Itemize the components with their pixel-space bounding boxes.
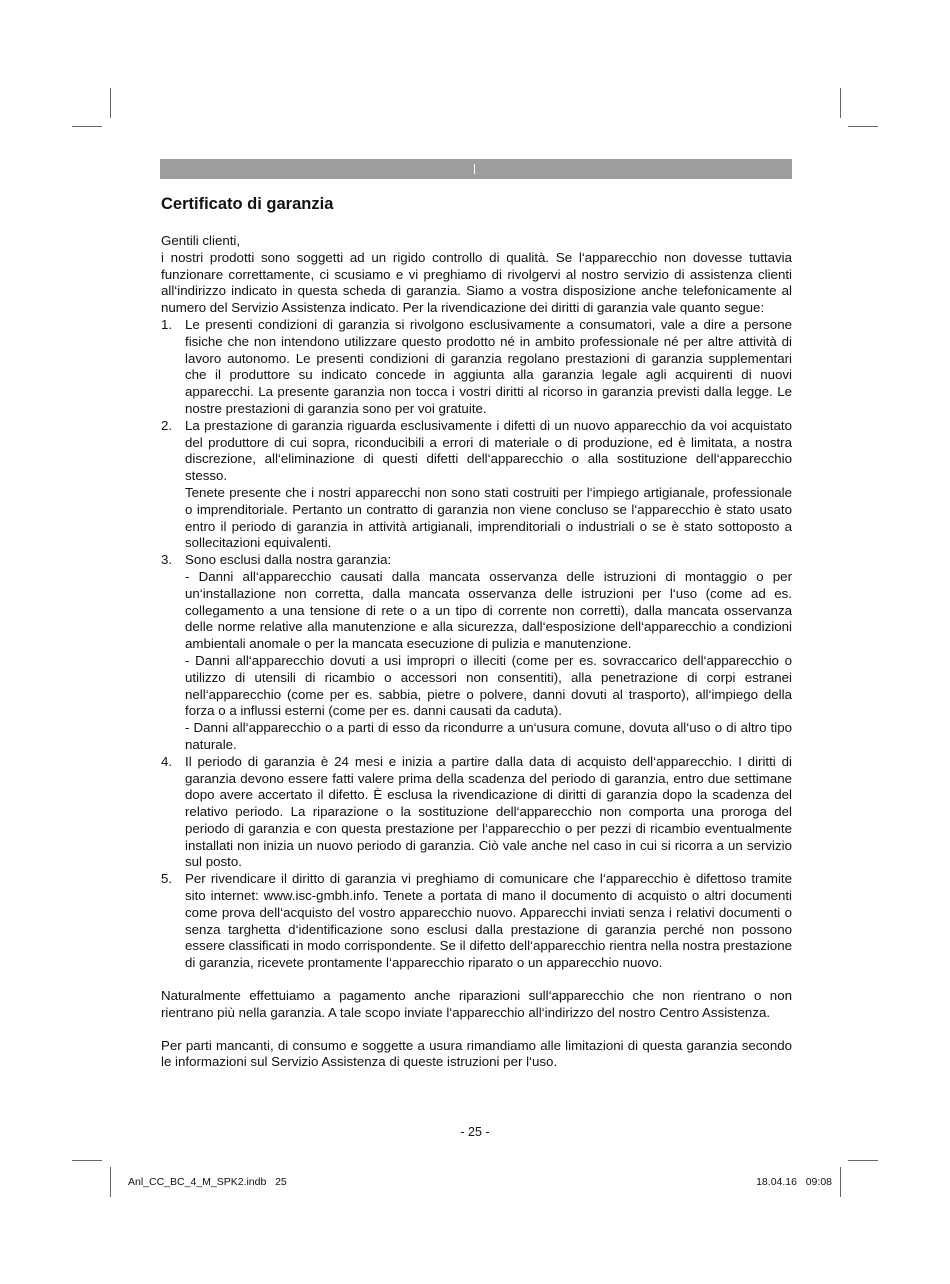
crop-mark-bottom-left-vertical xyxy=(110,1167,111,1197)
intro-paragraph: i nostri prodotti sono soggetti ad un rigido controllo di qualità. Se l‘apparecchio non dovesse tuttavia funzionare correttamente, ci scusiamo e vi preghiamo di rivolgervi al nostro servizio di assistenza clienti all‘indirizzo indicato in questa scheda di garanzia. Siamo a vostra disposizione anche telefonicamente al numero del Servizio Assistenza indicato. Per la rivendicazione dei diritti di garanzia vale quanto segue: xyxy=(161,249,792,316)
warranty-conditions-list xyxy=(161,317,792,972)
warranty-condition-item xyxy=(161,871,792,972)
item-subparagraph: - Danni all‘apparecchio causati dalla mancata osservanza delle istruzioni di montaggio o per un‘installazione non corretta, dalla mancata osservanza delle istruzioni per l‘uso (come ad es. collegamento a una tensione di rete o a un tipo di corrente non corretti), dalla mancata osservanza delle norme relative alla manutenzione e alla sicurezza, dall‘esposizione dell‘apparecchio a condizioni ambientali anomale o per la mancata esecuzione di pulizia e manutenzione. xyxy=(185,568,792,652)
warranty-condition-item xyxy=(161,418,792,552)
item-subparagraph: - Danni all‘apparecchio o a parti di esso da ricondurre a un‘usura comune, dovuta all‘uso o di altro tipo naturale. xyxy=(185,720,792,752)
header-bar-tick xyxy=(474,164,475,174)
spacer xyxy=(161,972,792,988)
item-number: 3. xyxy=(161,552,173,568)
crop-mark-bottom-left-horizontal xyxy=(72,1160,102,1161)
crop-mark-bottom-right-horizontal xyxy=(848,1160,878,1161)
item-subparagraph: - Danni all‘apparecchio dovuti a usi impropri o illeciti (come per es. sovraccarico dell‘apparecchio o utilizzo di utensili di ricambio o accessori non consentiti), alla penetrazione di corpi estranei nell‘apparecchio (come per es. sabbia, pietre o polvere, danni dovuti al trasporto), all‘impiego della forza o a influssi esterni (come per es. danni causati da caduta). xyxy=(185,652,792,719)
header-bar xyxy=(160,159,792,179)
item-number: 2. xyxy=(161,417,173,433)
crop-mark-top-right-vertical xyxy=(840,88,841,118)
item-number: 4. xyxy=(161,753,173,769)
page-number: - 25 - xyxy=(460,1125,490,1139)
footer-file-name: Anl_CC_BC_4_M_SPK2.indb 25 xyxy=(128,1176,287,1188)
item-text: La prestazione di garanzia riguarda esclusivamente i difetti di un nuovo apparecchio da voi acquistato del produttore di cui sopra, riconducibili a errori di materiale o di produzione, ed è limitata, a nostra discrezione, all‘eliminazione di questi difetti dell‘apparecchio o alla sostituzione dell‘apparecchio stesso. xyxy=(185,417,792,484)
item-text: Sono esclusi dalla nostra garanzia: xyxy=(185,552,392,568)
closing-paragraph-parts: Per parti mancanti, di consumo e soggette a usura rimandiamo alle limitazioni di questa garanzia secondo le informazioni sul Servizio Assistenza di queste istruzioni per l‘uso. xyxy=(161,1037,792,1070)
item-number: 5. xyxy=(161,871,173,887)
crop-mark-top-right-horizontal xyxy=(848,126,878,127)
item-text: Le presenti condizioni di garanzia si rivolgono esclusivamente a consumatori, vale a dire a persone fisiche che non intendono utilizzare questo prodotto né in ambito professionale né per altre attività di lavoro autonomo. Le presenti condizioni di garanzia regolano prestazioni di garanzia supplementari che il produttore su indicato concede in aggiunta alla garanzia legale agli acquirenti di nuovi apparecchi. La presente garanzia non tocca i vostri diritti al ricorso in garanzia previsti dalla legge. Le nostre prestazioni di garanzia sono per voi gratuite. xyxy=(185,316,792,416)
page-title: Certificato di garanzia xyxy=(161,195,334,213)
item-text: Il periodo di garanzia è 24 mesi e inizia a partire dalla data di acquisto dell‘apparecchio. I diritti di garanzia devono essere fatti valere prima della scadenza del periodo di garanzia, entro due settimane dopo avere accertato il difetto. È esclusa la rivendicazione di diritti di garanzia dopo la scadenza del relativo periodo. La riparazione o la sostituzione dell‘apparecchio non comporta una proroga del periodo di garanzia e con questa prestazione per l‘apparecchio o per pezzi di ricambio eventualmente installati non inizia un nuovo periodo di garanzia. Ciò vale anche nel caso in cui si ricorra a un servizio sul posto. xyxy=(185,753,792,870)
spacer xyxy=(161,1022,792,1038)
closing-paragraph-repairs: Naturalmente effettuiamo a pagamento anche riparazioni sull‘apparecchio che non rientrano o non rientrano più nella garanzia. A tale scopo inviate l‘apparecchio all‘indirizzo del nostro Centro Assistenza. xyxy=(161,988,792,1020)
item-text: Per rivendicare il diritto di garanzia vi preghiamo di comunicare che l‘apparecchio è difettoso tramite sito internet: www.isc-gmbh.info. Tenete a portata di mano il documento di acquisto o altri documenti come prova dell‘acquisto del vostro apparecchio nuovo. Apparecchi inviati senza i relativi documenti o senza targhetta d‘identificazione sono esclusi dalla prestazione di garanzia perché non possono essere classificati in modo corrispondente. Se il difetto dell‘apparecchio rientra nella nostra prestazione di garanzia, ricevete prontamente l‘apparecchio riparato o un apparecchio nuovo. xyxy=(185,871,792,971)
warranty-condition-item xyxy=(161,552,792,754)
footer-datetime: 18.04.16 09:08 xyxy=(756,1176,832,1188)
item-subparagraph: Tenete presente che i nostri apparecchi non sono stati costruiti per l‘impiego artigianale, professionale o imprenditoriale. Pertanto un contratto di garanzia non viene concluso se l‘apparecchio è stato usato entro il periodo di garanzia in attività artigianali, imprenditoriali o industriali o se è stato sottoposto a sollecitazioni equivalenti. xyxy=(185,484,792,551)
item-number: 1. xyxy=(161,316,173,332)
crop-mark-bottom-right-vertical xyxy=(840,1167,841,1197)
crop-mark-top-left-horizontal xyxy=(72,126,102,127)
warranty-condition-item xyxy=(161,317,792,418)
crop-mark-top-left-vertical xyxy=(110,88,111,118)
document-body xyxy=(161,194,792,1071)
greeting: Gentili clienti, xyxy=(161,233,241,248)
warranty-condition-item xyxy=(161,754,792,872)
